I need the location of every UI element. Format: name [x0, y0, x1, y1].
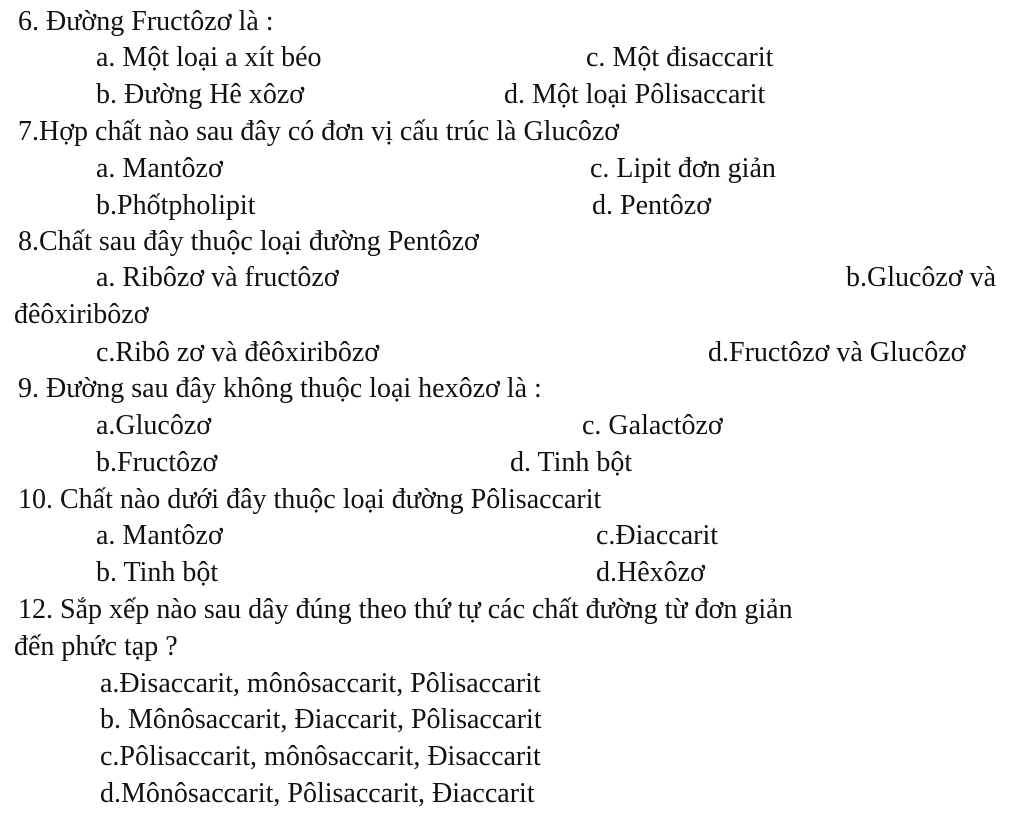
question-12-stem-line-2: đến phức tạp ? — [14, 631, 178, 662]
question-7-option-a: a. Mantôzơ — [96, 153, 223, 184]
question-10-option-b: b. Tinh bột — [96, 557, 219, 588]
question-9-option-d: d. Tinh bột — [510, 447, 633, 478]
question-10-option-d: d.Hêxôzơ — [596, 557, 705, 588]
question-6-option-b: b. Đường Hê xôzơ — [96, 79, 305, 110]
question-8-stem: 8.Chất sau đây thuộc loại đường Pentôzơ — [18, 226, 479, 257]
question-6-option-d: d. Một loại Pôlisaccarit — [504, 79, 766, 110]
question-7-stem: 7.Hợp chất nào sau đây có đơn vị cấu trúc là Glucôzơ — [18, 116, 620, 147]
question-8-option-b: b.Glucôzơ và — [846, 262, 997, 293]
question-8-option-d: d.Fructôzơ và Glucôzơ — [708, 337, 966, 368]
question-6-stem: 6. Đường Fructôzơ là : — [18, 6, 274, 37]
question-8-option-c: c.Ribô zơ và đêôxiribôzơ — [96, 337, 380, 368]
question-10-option-a: a. Mantôzơ — [96, 520, 223, 551]
question-10-stem: 10. Chất nào dưới đây thuộc loại đường Pôlisaccarit — [18, 484, 602, 515]
question-12-option-d: d.Mônôsaccarit, Pôlisaccarit, Điaccarit — [100, 778, 535, 809]
question-6-option-c: c. Một đisaccarit — [586, 42, 774, 73]
question-9-option-c: c. Galactôzơ — [582, 410, 723, 441]
question-12-option-a: a.Đisaccarit, mônôsaccarit, Pôlisaccarit — [100, 668, 541, 699]
question-10-option-c: c.Điaccarit — [596, 520, 719, 551]
question-8-option-b-continuation: đêôxiribôzơ — [14, 299, 149, 330]
question-12-option-c: c.Pôlisaccarit, mônôsaccarit, Đisaccarit — [100, 741, 541, 772]
question-7-option-d: d. Pentôzơ — [592, 190, 712, 221]
question-6-option-a: a. Một loại a xít béo — [96, 42, 322, 73]
question-8-option-a: a. Ribôzơ và fructôzơ — [96, 262, 339, 293]
question-7-option-c: c. Lipit đơn giản — [590, 153, 776, 184]
question-12-stem-line-1: 12. Sắp xếp nào sau dây đúng theo thứ tự các chất đường từ đơn giản — [18, 594, 793, 625]
question-12-option-b: b. Mônôsaccarit, Điaccarit, Pôlisaccarit — [100, 704, 542, 735]
question-9-option-a: a.Glucôzơ — [96, 410, 212, 441]
question-9-stem: 9. Đường sau đây không thuộc loại hexôzơ là : — [18, 373, 542, 404]
question-9-option-b: b.Fructôzơ — [96, 447, 218, 478]
question-7-option-b: b.Phốtpholipit — [96, 190, 256, 221]
